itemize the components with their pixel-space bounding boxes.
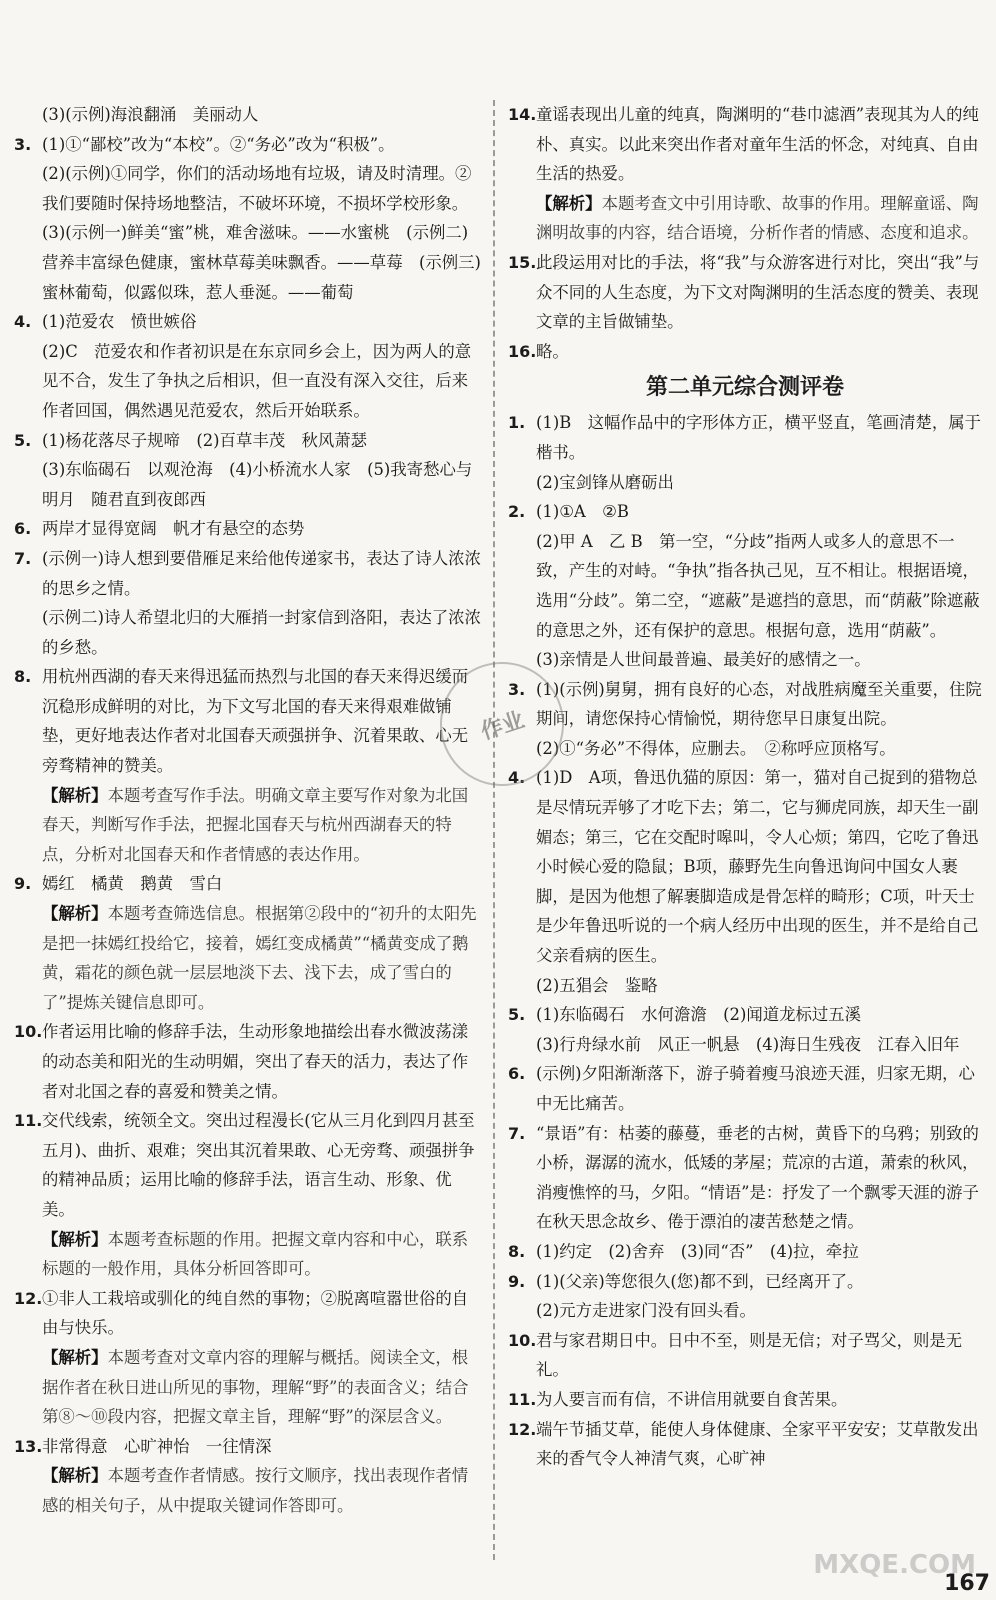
answer-number: 10. (14, 1022, 43, 1042)
answer-line: 此段运用对比的手法，将“我”与众游客进行对比，突出“我”与众不同的人生态度，为下文对陶渊明的生活态度的赞美、表现文章的主旨做铺垫。 (536, 252, 980, 332)
answer-line: (3)(示例一)鲜美“蜜”桃，难舍滋味。——水蜜桃 (示例二)营养丰富绿色健康，蜜林草莓美味飘香。——草莓 (示例三)蜜林葡萄，似露似珠，惹人垂涎。——葡萄 (42, 223, 481, 302)
answer-number: 7. (508, 1123, 526, 1143)
answer-line: 作者运用比喻的修辞手法，生动形象地描绘出春水微波荡漾的动态美和阳光的生动明媚，突出了春天的活力，表达了作者对北国之春的喜爱和赞美之情。 (42, 1022, 469, 1101)
answer-line: ①非人工栽培或驯化的纯自然的事物；②脱离喧嚣世俗的自由与快乐。 (42, 1288, 469, 1338)
answer-item (508, 1000, 982, 1059)
page-number: 167 (944, 1571, 990, 1596)
answer-number: 6. (508, 1064, 526, 1084)
answer-line: 端午节插艾草，能使人身体健康、全家平平安安；艾草散发出来的香气令人神清气爽，心旷神 (536, 1419, 979, 1469)
answer-item (508, 1059, 982, 1118)
answer-line: (2)①“务必”不得体，应删去。 ②称呼应顶格写。 (536, 738, 896, 758)
answer-item (14, 514, 484, 544)
answer-line: (2)宝剑锋从磨砺出 (536, 472, 674, 492)
answer-number: 10. (508, 1330, 537, 1350)
section-title: 第二单元综合测评卷 (645, 375, 844, 401)
answer-number: 16. (508, 341, 537, 361)
answer-number: 6. (14, 519, 32, 539)
answer-number: 15. (508, 252, 537, 272)
answer-line: (2)C 范爱农和作者初识是在东京同乡会上，因为两人的意见不合，发生了争执之后相识，但一直没有深入交往，后来作者回国，偶然遇见范爱农，然后开始联系。 (42, 341, 472, 420)
right-column-top (508, 100, 982, 366)
analysis-text (42, 781, 484, 870)
answer-line: 为人要言而有信，不讲信用就要自食苦果。 (536, 1389, 848, 1409)
analysis-body: 本题考查文中引用诗歌、故事的作用。理解童谣、陶渊明故事的内容，结合语境，分析作者的情感、态度和追求。 (536, 193, 979, 243)
answer-line: 用杭州西湖的春天来得迅猛而热烈与北国的春天来得迟缓而沉稳形成鲜明的对比，为下文写北国的春天来得艰难做铺垫，更好地表达作者对北国春天顽强拼争、沉着果敢、心无旁骛精神的赞美。 (42, 667, 469, 776)
answer-number: 1. (508, 413, 526, 433)
answer-item (508, 1119, 982, 1237)
answer-line: 非常得意 心旷神怡 一往情深 (42, 1436, 272, 1456)
answer-line: (1)(父亲)等您很久(您)都不到，已经离开了。 (536, 1271, 864, 1291)
answer-line: (1)杨花落尽子规啼 (2)百草丰茂 秋风萧瑟 (42, 430, 368, 450)
answer-number: 4. (14, 312, 32, 332)
answer-number: 2. (508, 502, 526, 522)
answer-item (508, 248, 982, 337)
answer-line: (示例一)诗人想到要借雁足来给他传递家书，表达了诗人浓浓的思乡之情。 (42, 548, 481, 598)
answer-number: 14. (508, 105, 537, 124)
answer-item (508, 408, 982, 497)
answer-item (14, 1432, 484, 1521)
answer-item (508, 1237, 982, 1267)
answer-item (508, 1326, 982, 1385)
answer-line: (2)元方走进家门没有回头看。 (536, 1301, 756, 1321)
answer-item (508, 497, 982, 675)
analysis-tag: 【解析】 (536, 193, 602, 213)
answer-line: 交代线索，统领全文。突出过程漫长(它从三月化到四月甚至五月)、曲折、艰难；突出其沉着果敢、心无旁骛、顽强拼争的精神品质；运用比喻的修辞手法，语言生动、形象、优美。 (42, 1111, 475, 1219)
analysis-text (42, 1343, 484, 1432)
answer-line: 两岸才显得宽阔 帆才有悬空的态势 (42, 519, 305, 539)
answer-number: 8. (14, 667, 32, 687)
answer-line: 嫣红 橘黄 鹅黄 雪白 (42, 874, 223, 894)
answer-line: (1)B 这幅作品中的字形体方正，横平竖直，笔画清楚，属于楷书。 (536, 413, 982, 462)
answer-line: (1)约定 (2)舍弃 (3)同“否” (4)拉，牵拉 (536, 1241, 859, 1261)
answer-line: (1)(示例)舅舅，拥有良好的心态，对战胜病魔至关重要，住院期间，请您保持心情愉悦，期待您早日康复出院。 (536, 679, 982, 729)
answer-number: 3. (508, 679, 526, 699)
analysis-body: 本题考查对文章内容的理解与概括。阅读全文，根据作者在秋日进山所见的事物，理解“野”的表面含义；结合第⑧～⑩段内容，把握文章主旨，理解“野”的深层含义。 (42, 1347, 469, 1427)
answer-item (508, 1385, 982, 1415)
column-divider (493, 100, 495, 1560)
answer-number: 11. (508, 1389, 537, 1409)
left-column (14, 100, 484, 1521)
analysis-body: 本题考查写作手法。明确文章主要写作对象为北国春天，判断写作手法，把握北国春天与杭州西湖春天的特点，分析对北国春天和作者情感的表达作用。 (42, 785, 469, 864)
answer-item (14, 1284, 484, 1432)
answer-line: (1)范爱农 愤世嫉俗 (42, 312, 197, 332)
answer-number: 8. (508, 1241, 526, 1261)
answer-item (14, 130, 484, 308)
answer-item (508, 675, 982, 764)
answer-line: (2)(示例)①同学，你们的活动场地有垃圾，请及时清理。②我们要随时保持场地整洁，不破坏环境，不损坏学校形象。 (42, 164, 472, 213)
analysis-tag: 【解析】 (42, 1229, 108, 1249)
answer-number: 5. (508, 1005, 526, 1025)
analysis-text (536, 189, 982, 248)
answer-item (14, 1017, 484, 1106)
right-column-bottom (508, 408, 982, 1473)
answer-item (14, 307, 484, 425)
answer-number: 9. (14, 874, 32, 894)
answer-line: (示例)夕阳渐渐落下，游子骑着瘦马浪迹天涯，归家无期，心中无比痛苦。 (536, 1064, 975, 1113)
answer-line: 君与家君期日中。日中不至，则是无信；对子骂父，则是无礼。 (536, 1330, 963, 1380)
answer-number: 3. (14, 134, 32, 154)
answer-item (14, 426, 484, 515)
answer-item (14, 544, 484, 662)
answer-line: (3)行舟绿水前 风正一帆悬 (4)海日生残夜 江春入旧年 (536, 1034, 960, 1054)
answer-number: 4. (508, 768, 526, 788)
answer-item (14, 100, 484, 130)
analysis-tag: 【解析】 (42, 785, 108, 805)
answer-number: 13. (14, 1436, 43, 1456)
answer-line: 童谣表现出儿童的纯真，陶渊明的“巷巾滤酒”表现其为人的纯朴、真实。以此来突出作者对童年生活的怀念，对纯真、自由生活的热爱。 (536, 105, 979, 184)
analysis-tag: 【解析】 (42, 1466, 108, 1486)
answer-line: (2)五猖会 鉴略 (536, 975, 658, 995)
answer-number: 9. (508, 1271, 526, 1291)
analysis-text (42, 1461, 484, 1520)
answer-item (14, 869, 484, 1017)
answer-number: 5. (14, 430, 32, 450)
answer-line: (1)①A ②B (536, 502, 629, 522)
analysis-body: 本题考查作者情感。按行文顺序，找出表现作者情感的相关句子，从中提取关键词作答即可。 (42, 1466, 469, 1515)
analysis-tag: 【解析】 (42, 904, 108, 924)
analysis-body: 本题考查标题的作用。把握文章内容和中心，联系标题的一般作用，具体分析回答即可。 (42, 1229, 469, 1279)
right-column (508, 100, 982, 1474)
answer-item (508, 763, 982, 1000)
site-watermark: MXQE.COM (813, 1550, 976, 1580)
answer-number: 7. (14, 548, 32, 568)
answer-line: (3)(示例)海浪翻涌 美丽动人 (42, 105, 259, 124)
answer-number: 12. (14, 1288, 43, 1308)
analysis-body: 本题考查筛选信息。根据第②段中的“初升的太阳先是把一抹嫣红投给它，接着，嫣红变成橘黄”“橘黄变成了鹅黄，霜花的颜色就一层层地淡下去、浅下去，成了雪白的了”提炼关键信息即可。 (42, 904, 477, 1012)
analysis-tag: 【解析】 (42, 1347, 108, 1367)
answer-line: (3)亲情是人世间最普遍、最美好的感情之一。 (536, 650, 871, 670)
answer-item (14, 1106, 484, 1284)
answer-line: 略。 (536, 341, 569, 361)
analysis-text (42, 899, 484, 1017)
answer-line: “景语”有：枯萎的藤蔓，垂老的古树，黄昏下的乌鸦；别致的小桥，潺潺的流水，低矮的茅屋；荒凉的古道，萧索的秋风，消瘦憔悴的马，夕阳。“情语”是：抒发了一个飘零天涯的游子在秋天思念故乡、倦于漂泊的凄苦愁楚之情。 (536, 1123, 979, 1232)
answer-line: (3)东临碣石 以观沧海 (4)小桥流水人家 (5)我寄愁心与明月 随君直到夜郎西 (42, 460, 473, 509)
answer-item (14, 662, 484, 869)
answer-item (508, 100, 982, 248)
answer-item (508, 1267, 982, 1326)
answer-number: 11. (14, 1111, 43, 1131)
answer-line: (1)东临碣石 水何澹澹 (2)闻道龙标过五溪 (536, 1005, 862, 1025)
answer-line: (1)D A项，鲁迅仇猫的原因：第一，猫对自己捉到的猎物总是尽情玩弄够了才吃下去；第二，它与狮虎同族，却天生一副媚态；第三，它在交配时嗥叫，令人心烦；第四，它吃了鲁迅小时候心爱的隐鼠；B项，藤野先生向鲁迅询问中国女人裹脚，是因为他想了解裹脚造成是骨怎样的畸形；C项，叶天士是少年鲁迅听说的一个病人经历中出现的医生，并不是给自己父亲看病的医生。 (536, 768, 979, 966)
answer-number: 12. (508, 1419, 537, 1439)
answer-line: (1)①“鄙校”改为“本校”。②“务必”改为“积极”。 (42, 134, 395, 154)
stamp-text: 作业 (477, 706, 528, 745)
analysis-text (42, 1225, 484, 1284)
answer-item (508, 1415, 982, 1474)
answer-item (508, 337, 982, 367)
answer-line: (2)甲 A 乙 B 第一空，“分歧”指两人或多人的意思不一致，产生的对峙。“争执”指各执己见，互不相让。根据语境，选用“分歧”。第二空，“遮蔽”是遮挡的意思，而“荫蔽”除遮蔽的意思之外，还有保护的意思。根据句意，选用“荫蔽”。 (536, 531, 980, 640)
answer-line: (示例二)诗人希望北归的大雁捎一封家信到洛阳，表达了浓浓的乡愁。 (42, 608, 481, 657)
